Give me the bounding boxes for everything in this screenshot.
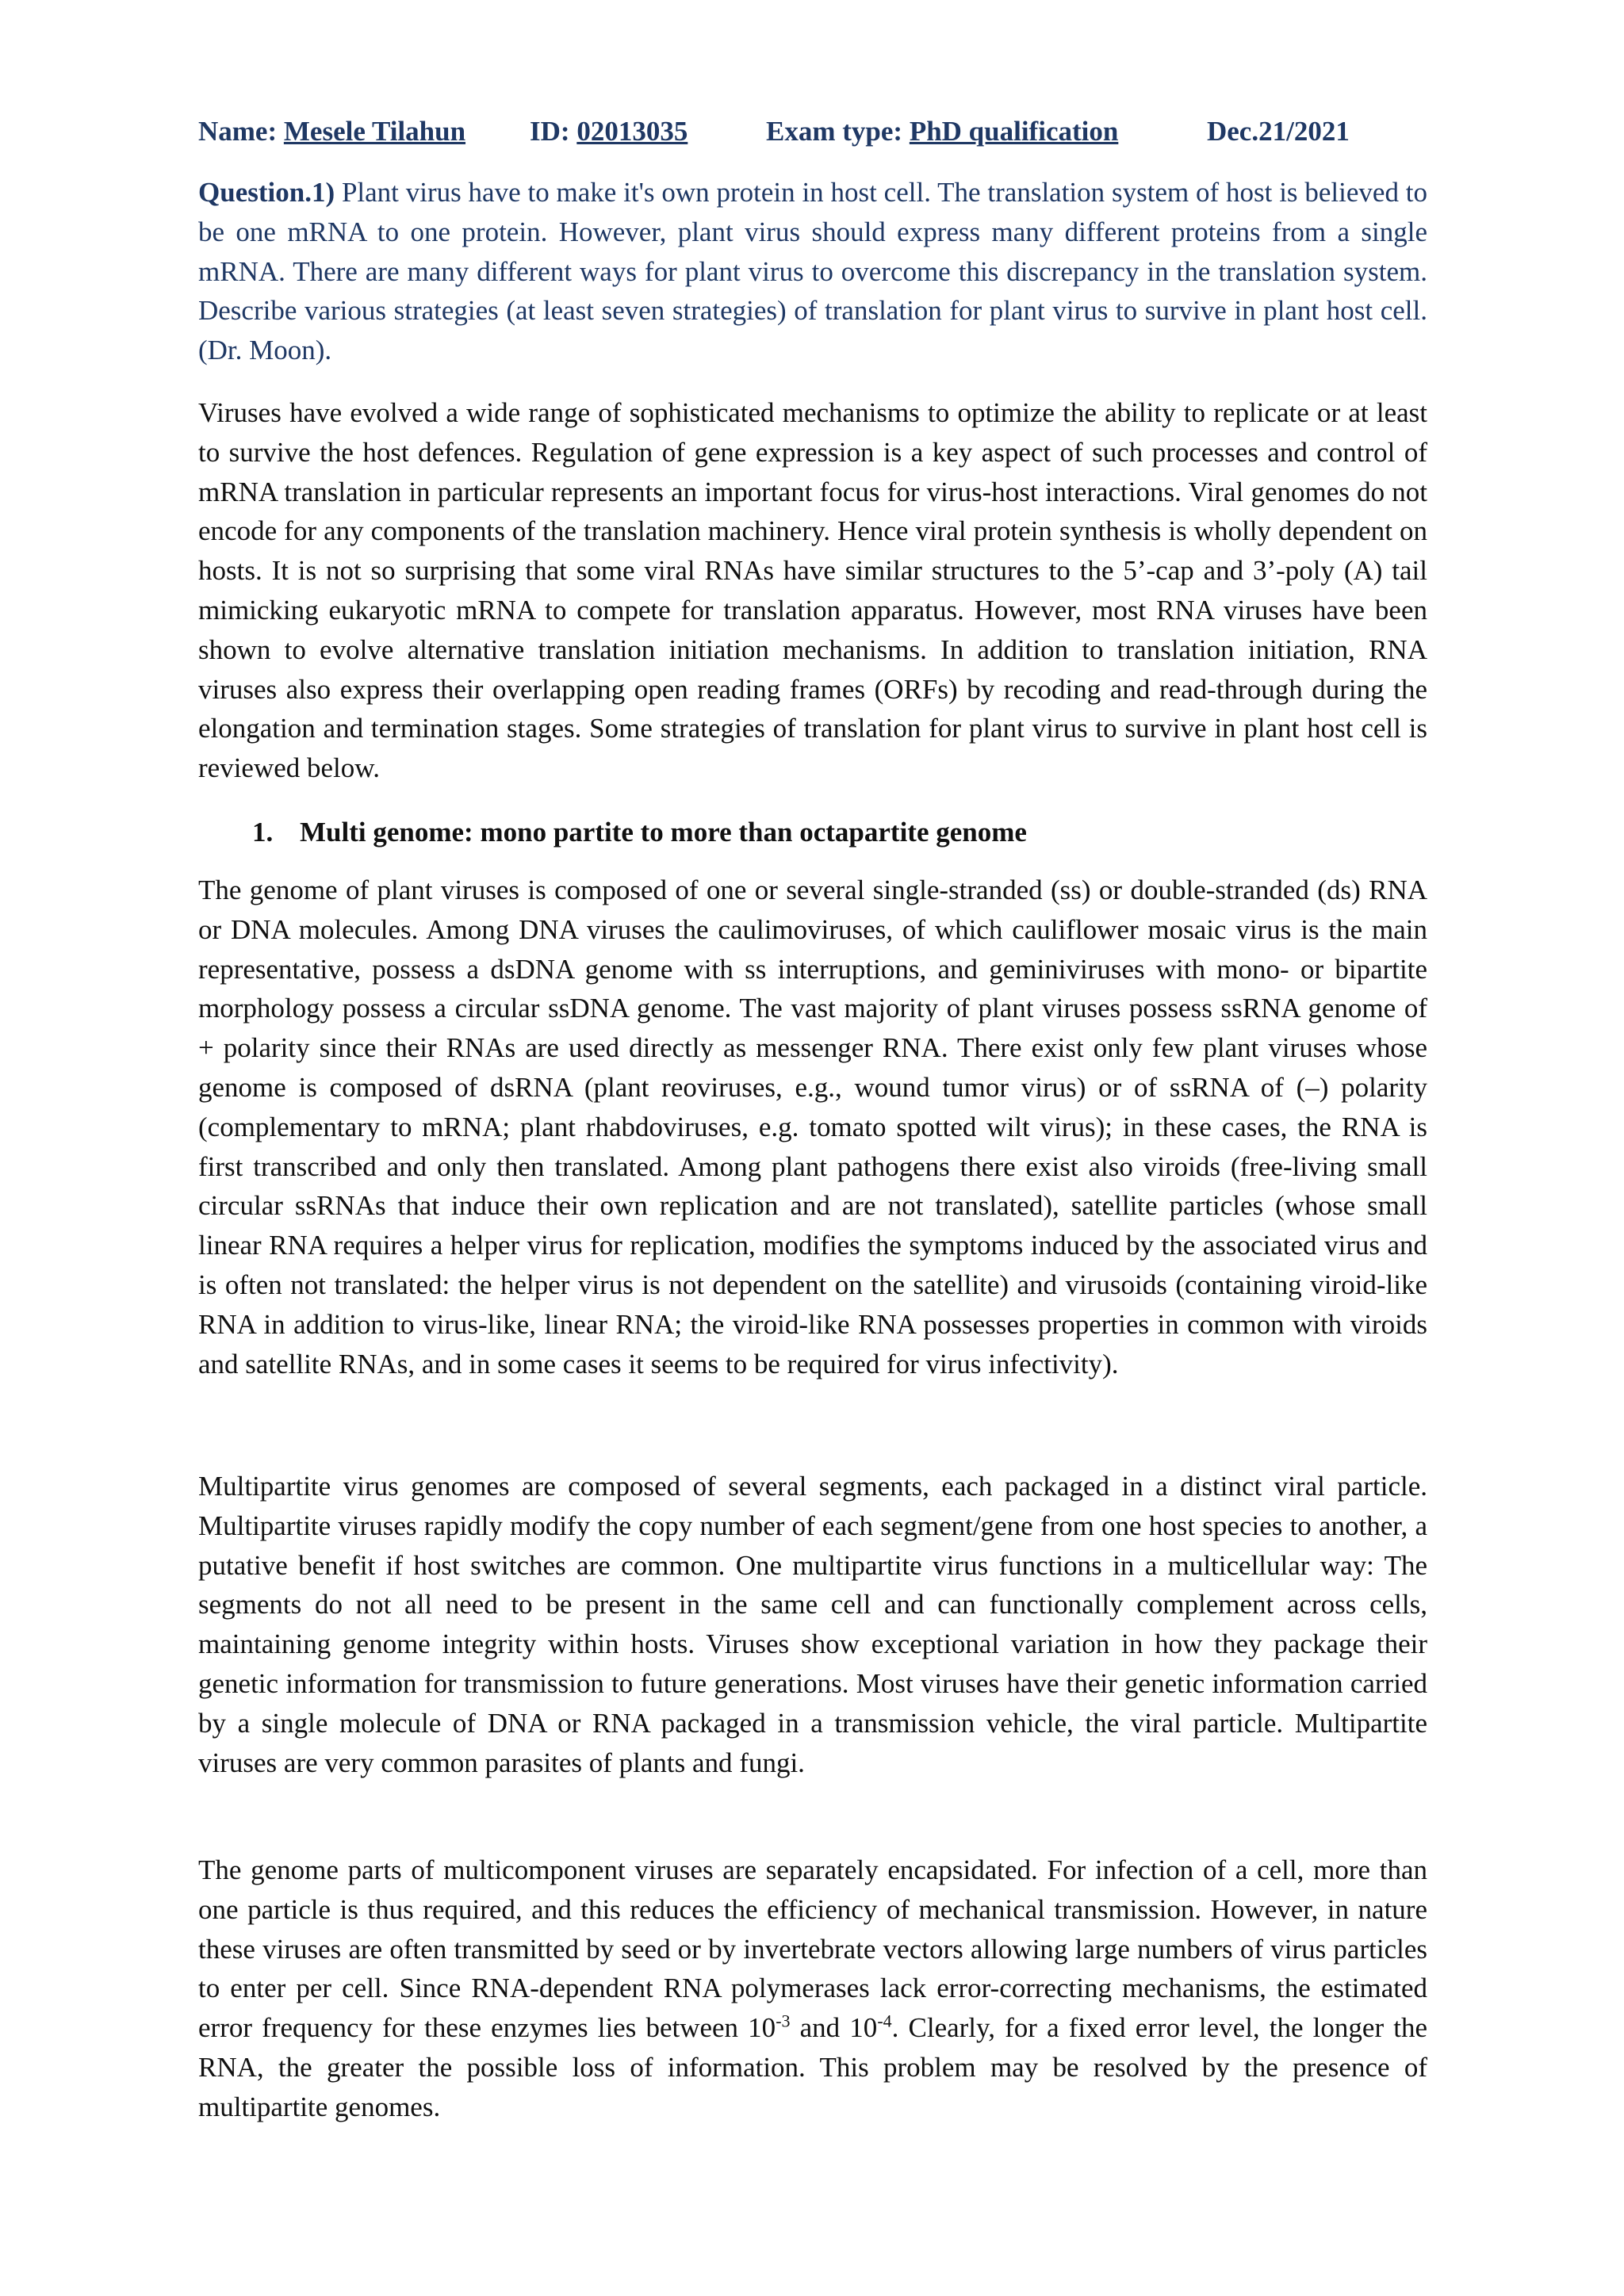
question-label: Question.1): [198, 177, 335, 208]
section-heading-1: [252, 817, 1442, 848]
exam-value: PhD qualification: [909, 116, 1119, 147]
exam-type: [766, 116, 1118, 147]
multicomponent-text-b: and 10: [790, 2012, 878, 2044]
genome-paragraph: The genome of plant viruses is composed of one or several single-stranded (ss) or double-stranded (ds) RNA or DNA molecules. Among DNA viruses the caulimoviruses, of which cauliflower mosaic virus is the main representative, possess a dsDNA genome with ss interruptions, and geminiviruses with mono- or bipartite morphology possess a circular ssDNA genome. The vast majority of plant viruses possess ssRNA genome of + polarity since their RNAs are used directly as messenger RNA. There exist only few plant viruses whose genome is composed of dsRNA (plant reoviruses, e.g., wound tumor virus) or of ssRNA of (–) polarity (complementary to mRNA; plant rhabdoviruses, e.g. tomato spotted wilt virus); in these cases, the RNA is first transcribed and only then translated. Among plant pathogens there exist also viroids (free-living small circular ssRNAs that induce their own replication and are not translated), satellite particles (whose small linear RNA requires a helper virus for replication, modifies the symptoms induced by the associated virus and is often not translated: the helper virus is not dependent on the satellite) and virusoids (containing viroid-like RNA in addition to virus-like, linear RNA; the viroid-like RNA possesses properties in common with viroids and satellite RNAs, and in some cases it seems to be required for virus infectivity).: [198, 874, 1427, 1380]
question-text: Plant virus have to make it's own protein in host cell. The translation system of host is believed to be one mRNA to one protein. However, plant virus should express many different proteins from a single mRNA. There are many different ways for plant virus to overcome this discrepancy in the translation system. Describe various strategies (at least seven strategies) of translation for plant virus to survive in plant host cell. (Dr. Moon).: [198, 177, 1427, 366]
exponent-minus-3: -3: [776, 2011, 791, 2031]
student-name: [198, 116, 465, 147]
name-value: Mesele Tilahun: [283, 116, 466, 147]
exam-date: Dec.21/2021: [1207, 116, 1350, 147]
header-line: [198, 116, 1435, 154]
id-value: 02013035: [576, 116, 688, 147]
section-title: Multi genome: mono partite to more than octapartite genome: [300, 817, 1027, 848]
name-label: Name:: [198, 116, 284, 147]
exponent-minus-4: -4: [877, 2011, 892, 2031]
multipartite-paragraph: Multipartite virus genomes are composed of several segments, each packaged in a distinct viral particle. Multipartite viruses rapidly modify the copy number of each segment/gene from one host species to another, a putative benefit if host switches are common. One multipartite virus functions in a multicellular way: The segments do not all need to be present in the same cell and can functionally complement across cells, maintaining genome integrity within hosts. Viruses show exceptional variation in how they package their genetic information for transmission to future generations. Most viruses have their genetic information carried by a single molecule of DNA or RNA packaged in a transmission vehicle, the viral particle. Multipartite viruses are very common parasites of plants and fungi.: [198, 1471, 1427, 1778]
exam-label: Exam type:: [766, 116, 910, 147]
multicomponent-paragraph: [198, 1850, 1427, 2127]
student-id: [530, 116, 688, 147]
question-paragraph: [198, 173, 1427, 370]
intro-paragraph: Viruses have evolved a wide range of sophisticated mechanisms to optimize the ability to replicate or at least to survive the host defences. Regulation of gene expression is a key aspect of such processes and control of mRNA translation in particular represents an important focus for virus-host interactions. Viral genomes do not encode for any components of the translation machinery. Hence viral protein synthesis is wholly dependent on hosts. It is not so surprising that some viral RNAs have similar structures to the 5’-cap and 3’-poly (A) tail mimicking eukaryotic mRNA to compete for translation apparatus. However, most RNA viruses have been shown to evolve alternative translation initiation mechanisms. In addition to translation initiation, RNA viruses also express their overlapping open reading frames (ORFs) by recoding and read-through during the elongation and termination stages. Some strategies of translation for plant virus to survive in plant host cell is reviewed below.: [198, 397, 1427, 784]
id-label: ID:: [530, 116, 577, 147]
multicomponent-text-a: The genome parts of multicomponent viruses are separately encapsidated. For infection of a cell, more than one particle is thus required, and this reduces the efficiency of mechanical transmission. However, in nature these viruses are often transmitted by seed or by invertebrate vectors allowing large numbers of virus particles to enter per cell. Since RNA-dependent RNA polymerases lack error-correcting mechanisms, the estimated error frequency for these enzymes lies between 10: [198, 1854, 1427, 2044]
section-number: 1.: [252, 817, 274, 848]
multicomponent-text-c: . Clearly, for a fixed error level, the longer the RNA, the greater the possible loss of information. This problem may be resolved by the presence of multipartite genomes.: [198, 2012, 1427, 2122]
